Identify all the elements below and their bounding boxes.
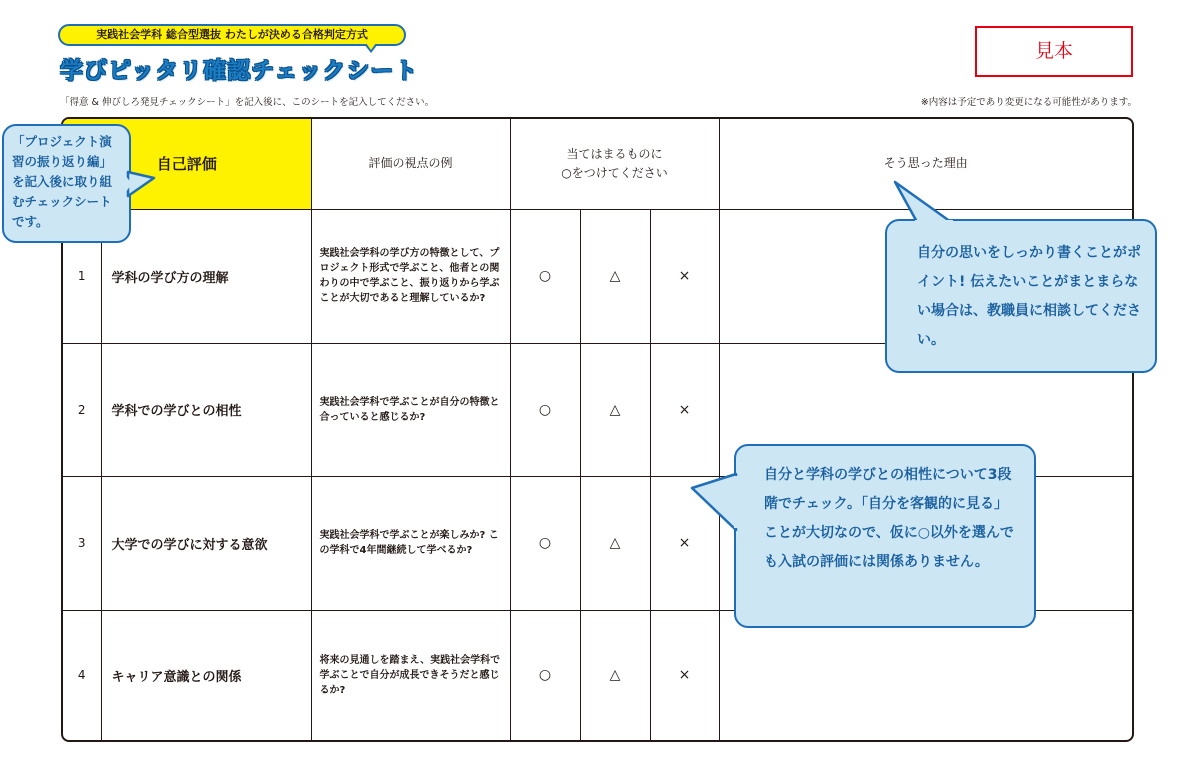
row-item: キャリア意識との関係 (101, 610, 311, 740)
cross-option[interactable]: × (650, 209, 719, 343)
cross-option[interactable]: × (650, 610, 719, 740)
triangle-option[interactable]: △ (580, 610, 650, 740)
row-item: 学科での学びとの相性 (101, 343, 311, 476)
disclaimer-note: ※内容は予定であり変更になる可能性があります。 (920, 97, 1137, 108)
header-reason: そう思った理由 (719, 119, 1132, 209)
header-mark (510, 119, 719, 209)
row-number: 2 (63, 343, 101, 476)
check-sheet-table (61, 117, 1134, 742)
row-item: 学科の学び方の理解 (101, 209, 311, 343)
row-item: 大学での学びに対する意欲 (101, 476, 311, 610)
callout-reason-tip: 自分の思いをしっかり書くことがポイント! 伝えたいことがまとまらない場合は、教職員に相談してください。 (885, 219, 1157, 373)
row-example: 将来の見通しを踏まえ、実践社会学科で学ぶことで自分が成長できそうだと感じるか? (311, 610, 510, 740)
row-example: 実践社会学科で学ぶことが自分の特徴と合っていると感じるか? (311, 343, 510, 476)
triangle-option[interactable]: △ (580, 343, 650, 476)
table-row (63, 610, 1132, 740)
header-row (63, 119, 1132, 209)
pill-tail-inner (366, 43, 376, 50)
row-number: 4 (63, 610, 101, 740)
row-example: 実践社会学科の学び方の特徴として、プロジェクト形式で学ぶこと、他者との関わりの中で学ぶこと、振り返りから学ぶことが大切であると理解しているか? (311, 209, 510, 343)
instruction-text: 「得意 & 伸びしろ発見チェックシート」を記入後に、このシートを記入してください。 (60, 97, 435, 108)
callout-left: 「プロジェクト演習の振り返り編」を記入後に取り組むチェックシートです。 (2, 124, 131, 243)
header-self-eval: 自己評価 (63, 119, 311, 209)
callout-fit-tip: 自分と学科の学びとの相性について3段階でチェック。「自分を客観的に見る」ことが大切なので、仮に○以外を選んでも入試の評価には関係ありません。 (734, 444, 1036, 628)
circle-option[interactable]: ○ (510, 610, 580, 740)
circle-option[interactable]: ○ (510, 209, 580, 343)
triangle-option[interactable]: △ (580, 476, 650, 610)
row-example: 実践社会学科で学ぶことが楽しみか? この学科で4年間継続して学べるか? (311, 476, 510, 610)
callout-left-tail (128, 172, 156, 198)
sample-stamp: 見本 (975, 26, 1133, 77)
subtitle-pill: 実践社会学科 総合型選抜 わたしが決める合格判定方式 (58, 24, 406, 46)
header-mark-line2: ○をつけてください (561, 165, 668, 180)
circle-option[interactable]: ○ (510, 476, 580, 610)
callout-reason-tip-tail (895, 182, 955, 224)
circle-option[interactable]: ○ (510, 343, 580, 476)
row-number: 1 (63, 209, 101, 343)
page-title: 学びピッタリ確認チェックシート (60, 58, 419, 84)
cross-option[interactable]: × (650, 343, 719, 476)
callout-fit-tip-tail (692, 474, 738, 534)
cross-option[interactable]: × (650, 476, 719, 610)
triangle-option[interactable]: △ (580, 209, 650, 343)
row-number: 3 (63, 476, 101, 610)
header-viewpoint: 評価の視点の例 (311, 119, 510, 209)
reason-field[interactable] (719, 610, 1132, 740)
header-mark-line1: 当てはまるものに (566, 146, 663, 161)
